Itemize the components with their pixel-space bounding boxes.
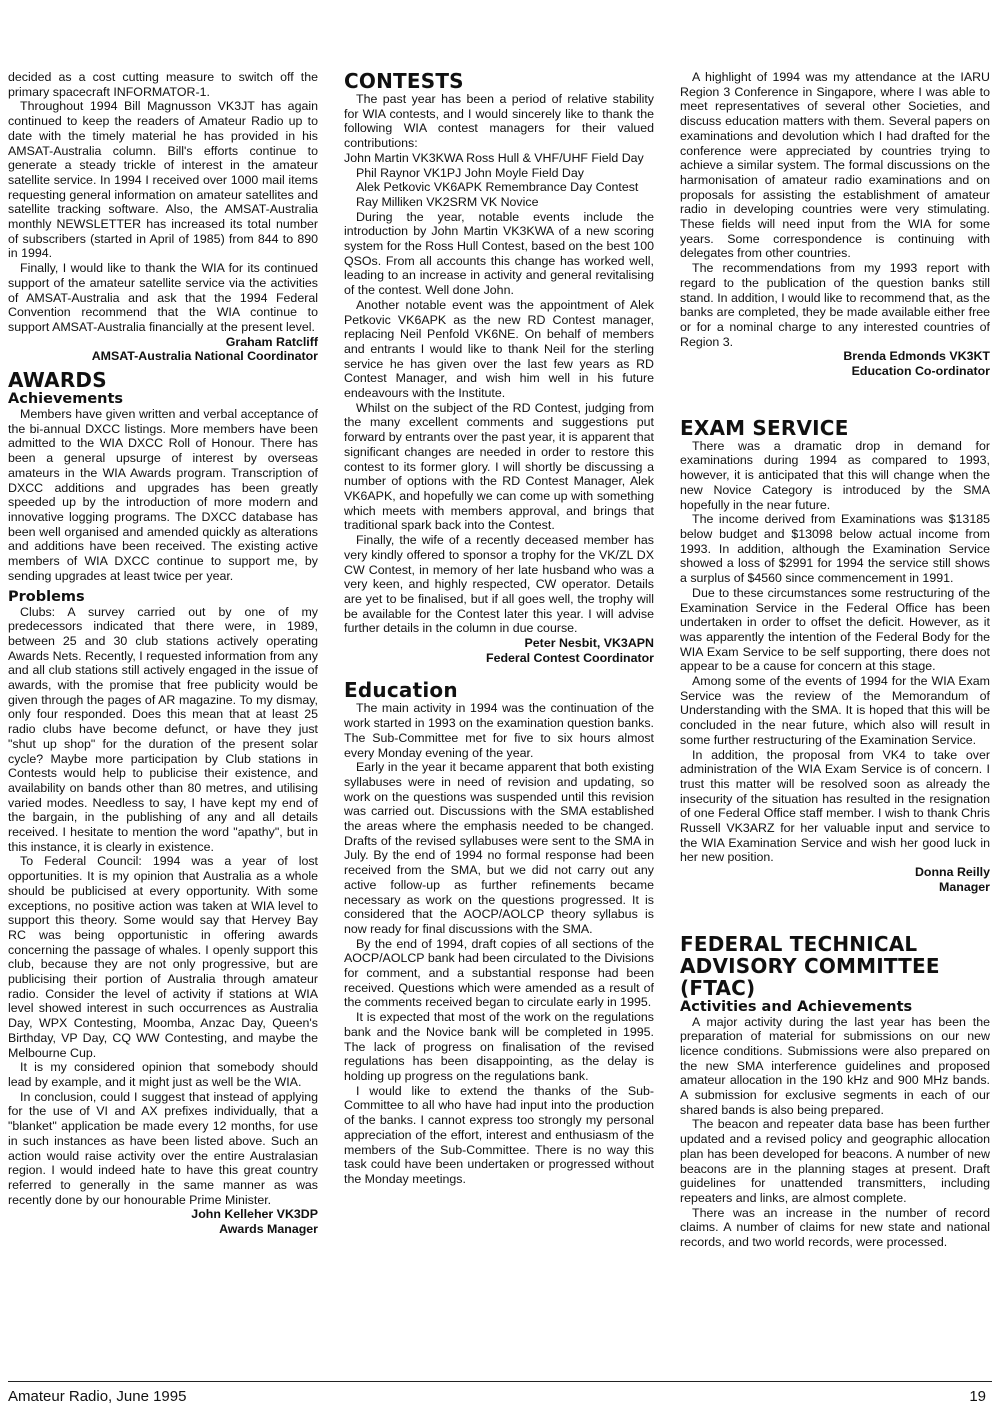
paragraph: Another notable event was the appointment of Alek Petkovic VK6APK as the new RD Contest manager, replacing Neil Penfold VK6NE. On behalf of members and entrants I would like to thank Neil for the sterling service he has given over the last few years as RD Contest Manager, and wish him well in his future endeavours with the Institute. xyxy=(344,297,654,401)
signature-name: Graham Ratcliff xyxy=(225,334,318,349)
signature-name: Peter Nesbit, VK3APN xyxy=(524,636,654,651)
contests-heading: CONTESTS xyxy=(344,69,464,93)
signature-title: Manager xyxy=(939,879,990,894)
paragraph: decided as a cost cutting measure to switch off the primary spacecraft INFORMATOR-1. xyxy=(8,70,318,99)
list-item: Ray Milliken VK2SRM VK Novice xyxy=(356,194,539,209)
list-item: Alek Petkovic VK6APK Remembrance Day Contest xyxy=(356,180,639,195)
paragraph: It is expected that most of the work on the regulations bank and the Novice bank will be completed in 1995. The lack of progress on finalisation of the revised regulations has been disappointing, as the delay is holding up progress on the regulations bank. xyxy=(344,1010,654,1083)
column-3 xyxy=(680,70,990,1250)
signature-name: John Kelleher VK3DP xyxy=(191,1207,318,1222)
achievements-subheading: Achievements xyxy=(8,391,124,408)
list-item: John Martin VK3KWA Ross Hull & VHF/UHF Field Day xyxy=(344,150,644,165)
exam-service-heading: EXAM SERVICE xyxy=(680,415,849,440)
paragraph: It is my considered opinion that somebody should lead by example, and it might just as well be the WIA. xyxy=(8,1060,318,1089)
signature-name: Brenda Edmonds VK3KT xyxy=(843,349,990,364)
footer-publication: Amateur Radio, June 1995 xyxy=(8,1388,187,1405)
paragraph: By the end of 1994, draft copies of all sections of the AOCP/AOLCP bank had been circulated to the Divisions for comment, and a substantial response had been received. Questions which were amended as a result of the comments received began to circulate early in 1995. xyxy=(344,936,654,1010)
paragraph: The recommendations from my 1993 report with regard to the publication of the question banks still stand. In addition, I would like to recommend that, as the banks are completed, they be made available either free or for a nominal charge to any interested countries of Region 3. xyxy=(680,261,990,349)
paragraph: The past year has been a period of relative stability for WIA contests, and I would sincerely like to thank the following WIA contest managers for their valued contributions: xyxy=(344,92,654,151)
paragraph: Finally, the wife of a recently deceased member has very kindly offered to sponsor a trophy for the VK/ZL DX CW Contest, in memory of her late husband who was a very keen, and highly respected, CW operator. Details are yet to be finalised, but if all goes well, the trophy will be available for the Contest later this year. I will advise further details in the column in due course. xyxy=(344,533,654,636)
awards-heading: AWARDS xyxy=(8,368,107,393)
paragraph: Due to these circumstances some restructuring of the Examination Service in the Federal Office has been undertaken in order to offset the deficit. However, as it was apparently the intention of the Federal Body for the WIA Exam Service to be self supporting, there does not appear to be a cause for concern at this stage. xyxy=(680,585,990,674)
ftac-heading: FEDERAL TECHNICAL ADVISORY COMMITTEE (FTAC) xyxy=(680,931,940,1000)
signature-title: Awards Manager xyxy=(219,1222,318,1237)
signature-title: AMSAT-Australia National Coordinator xyxy=(91,349,318,364)
page-number: 19 xyxy=(969,1388,986,1405)
problems-subheading: Problems xyxy=(8,588,85,605)
paragraph: Finally, I would like to thank the WIA for its continued support of the amateur satellite service via the activities of AMSAT-Australia and ask that the 1994 Federal Convention recommend that the WIA continue to support AMSAT-Australia financially at the present level. xyxy=(8,261,318,334)
paragraph: In addition, the proposal from VK4 to take over administration of the WIA Exam Service is of concern. I trust this matter will be resolved soon as already the insecurity of the situation has resulted in the resignation of one Federal Office staff member. I wish to thank Chris Russell VK3ARZ for her valuable input and service to the WIA Examination Service and wish her good luck in her new position. xyxy=(680,747,990,865)
signature-name: Donna Reilly xyxy=(914,865,990,880)
paragraph: There was an increase in the number of record claims. A number of claims for new state and national records, and two world records, were processed. xyxy=(680,1205,990,1250)
footer-rule xyxy=(8,1381,992,1382)
paragraph: Throughout 1994 Bill Magnusson VK3JT has again continued to keep the readers of Amateur Radio up to date with the timely material he has provided in his AMSAT-Australia column. Bill's efforts continue to generate a steady trickle of interest in the amateur satellite service. In 1994 I received over 1000 mail items requesting general information on amateur satellites and satellite tracking software. Also, the AMSAT-Australia monthly NEWSLETTER has increased its total number of subscribers (started in April of 1985) from 844 to 890 in 1994. xyxy=(8,99,318,261)
education-heading: Education xyxy=(344,678,458,703)
list-item: Phil Raynor VK1PJ John Moyle Field Day xyxy=(356,165,584,180)
paragraph: There was a dramatic drop in demand for examinations during 1994 as compared to 1993, however, it is anticipated that this will change when the new Novice Category is introduced by the SMA hopefully in the near future. xyxy=(680,438,990,512)
paragraph: I would like to extend the thanks of the Sub-Committee to all who have had input into the production of the banks. I cannot express too strongly my personal appreciation of the effort, interest and enthusiasm of the members of the Sub-Committee. There is no way this task could have been undertaken or progressed without the Monday meetings. xyxy=(344,1083,654,1186)
paragraph: The main activity in 1994 was the continuation of the work started in 1993 on the examination question banks. The Sub-Committee met for five to six hours almost every Monday evening of the year. xyxy=(344,701,654,760)
paragraph: Early in the year it became apparent that both existing syllabuses were in need of revision and updating, so work on the questions was suspended until this revision was carried out. Discussions with the SMA established the areas where the emphasis needed to be changed. Drafts of the revised syllabuses were sent to the SMA in July. By the end of 1994 no formal response had been received from the SMA, but we did not carry out any active follow-up as further refinements became necessary as work on the questions progressed. It is considered that the AOCP/AOLCP theory syllabus is now ready for final discussions with the SMA. xyxy=(344,760,654,936)
paragraph: A highlight of 1994 was my attendance at the IARU Region 3 Conference in Singapore, where I was able to meet representatives of several other Societies, and discuss education matters with them. Several papers on examinations and devolution which I had drafted for the conference were appreciated by countries trying to achieve a similar system. The formal discussions on the harmonisation of amateur radio examinations and on proposals for assisting the establishment of amateur radio in developing countries were very stimulating. These fields will need input from the WIA for some years. Some correspondence is continuing with delegates from other countries. xyxy=(680,70,990,261)
signature-title: Federal Contest Coordinator xyxy=(486,650,654,665)
paragraph: In conclusion, could I suggest that instead of applying for the use of VI and AX prefixes individually, that a "blanket" application be made every 12 months, for use in such instances as have been listed above. Such an action would raise activity over the entire Australasian region. I would indeed hate to have this great country referred to generally in the same manner as was recently done by our honourable Prime Minister. xyxy=(8,1089,318,1207)
signature-title: Education Co-ordinator xyxy=(851,364,990,379)
paragraph: The beacon and repeater data base has been further updated and a revised policy and geographic allocation plan has been developed for beacons. A number of new beacons are in the planning stages at present. Draft guidelines for unattended transmitters, including repeaters and links, are almost complete. xyxy=(680,1117,990,1205)
paragraph: Among some of the events of 1994 for the WIA Exam Service was the review of the Memorandum of Understanding with the SMA. It is hoped that this will be concluded in the near future, which also will result in some further restructuring of the Examination Service. xyxy=(680,674,990,747)
column-1 xyxy=(8,70,318,1237)
paragraph: To Federal Council: 1994 was a year of lost opportunities. It is my opinion that Australia as a whole should be publicised at every opportunity. With some exceptions, no positive action was taken at WIA level to support this theory. Some would say that Hervey Bay RC was being opportunistic in offering awards concerning the passage of whales. I openly support this club, because they are not only progressive, but are publicising their portion of Australia through amateur radio. Consider the level of activity if stations at WIA level showed interest in such occurrences as Australia Day, WPX Contesting, Moomba, Anzac Day, Queen's Birthday, VP Day, CQ WW Contesting, and maybe the Melbourne Cup. xyxy=(8,854,318,1060)
activities-subheading: Activities and Achievements xyxy=(680,998,913,1015)
paragraph: During the year, notable events include the introduction by John Martin VK3KWA of a new scoring system for the Ross Hull Contest, based on the best 100 QSOs. From all accounts this change has worked well, leading to an increase in activity and general revitalising of the contest. Well done John. xyxy=(344,209,654,298)
paragraph: Clubs: A survey carried out by one of my predecessors indicated that there were, in 1989, between 25 and 30 club stations actively operating Awards Nets. Recently, I requested information from any and all club stations still actively engaged in the issue of awards, with the promise that free publicity would be given through the pages of AR magazine. To my dismay, only four responded. Does this mean that at least 25 radio clubs have become defunct, or have they just "shut up shop" for the duration of the present solar cycle? Maybe more participation by Club stations in Contests would help to publicise their existence, and availability on bands other than 80 metres, and utilising varied modes. Needless to say, I have kept my end of the bargain, in the publishing of any and all details received. I hesitate to mention the word "apathy", but in this instance, it is clearly in existence. xyxy=(8,604,318,854)
paragraph: A major activity during the last year has been the preparation of material for submissions on our new licence conditions. Submissions were also prepared on the new SMA interference guidelines and proposed amateur allocation in the 190 kHz and 900 MHz bands. A submission for exclusive segments in each of our shared bands is also being prepared. xyxy=(680,1014,990,1117)
paragraph: Whilst on the subject of the RD Contest, judging from the many excellent comments and suggestions put forward by entrants over the past year, it is apparent that significant changes are needed in order to restore this contest to its former glory. I will shortly be discussing a number of options with the RD Contest Manager, Alek VK6APK, and hopefully we can come up with something which meets with members approval, and brings that traditional spark back into the Contest. xyxy=(344,400,654,533)
column-2 xyxy=(344,70,654,1187)
paragraph: The income derived from Examinations was $13185 below budget and $13098 below actual income from 1993. In addition, although the Examination Service showed a loss of $2991 for 1994 the service still shows a surplus of $4560 since commencement in 1991. xyxy=(680,512,990,586)
paragraph: Members have given written and verbal acceptance of the bi-annual DXCC listings. More members have been admitted to the WIA DXCC Roll of Honour. There has been a general upsurge of interest by overseas amateurs in the WIA Awards program. Transcription of DXCC additions and upgrades has been greatly speeded up by the introduction of more modern and innovative logging programs. The DXCC database has been well organised and amended quickly as alterations and additions have been received. The existing active members of WIA DXCC continue to support me, by sending upgrades at least twice per year. xyxy=(8,407,318,583)
